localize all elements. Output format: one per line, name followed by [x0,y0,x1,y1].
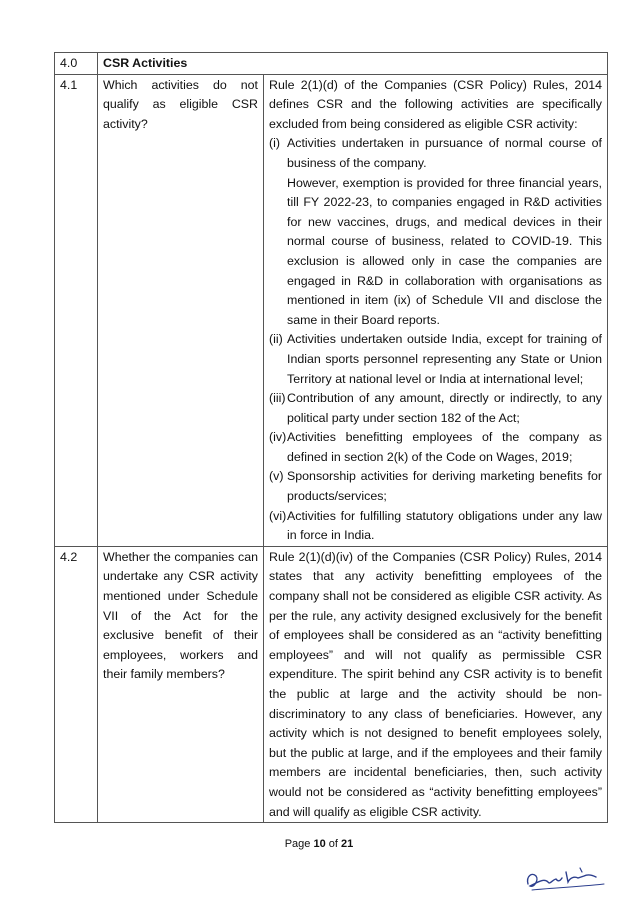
list-item-number: (vi) [269,508,287,523]
row-number: 4.2 [55,546,98,822]
excluded-activities-list [269,134,602,545]
list-item-text: Contribution of any amount, directly or indirectly, to any political party under section 182 of the Act; [287,391,602,425]
list-item [269,467,602,506]
page-label: Page [284,838,311,850]
question-cell: Whether the companies can undertake any CSR activity mentioned under Schedule VII of the Act for the exclusive benefit of their employees, workers and their family members? [98,546,264,822]
list-item-number: (iv) [269,430,287,445]
page-of-label: of [328,838,338,850]
list-item-number: (i) [269,136,281,151]
table-row [55,74,608,546]
list-item-number: (v) [269,469,284,484]
list-item-text: Activities undertaken in pursuance of normal course of business of the company. [287,136,602,170]
list-item-text: Activities for fulfilling statutory obligations under any law in force in India. [287,508,602,543]
list-item-text: Sponsorship activities for deriving marketing benefits for products/services; [287,469,602,504]
list-item [269,330,602,389]
list-item-text: Activities benefitting employees of the company as defined in section 2(k) of the Code on Wages, 2019; [287,430,602,464]
question-cell: Which activities do not qualify as eligible CSR activity? [98,74,264,546]
row-number: 4.1 [55,74,98,546]
list-item [269,134,602,173]
page-total: 21 [341,838,354,850]
section-number: 4.0 [55,53,98,75]
faq-table [54,52,608,823]
table-row [55,546,608,822]
signature-icon [522,862,608,896]
list-item-continuation: However, exemption is provided for three financial years, till FY 2022-23, to companies engaged in R&D activities for new vaccines, drugs, and medical devices in their normal course of business, related to COVID-19. This exclusion is allowed only in case the companies are engaged in R&D in collaboration with organisations as mentioned in item (ix) of Schedule VII and disclose the same in their Board reports. [287,175,602,327]
list-item [269,507,602,546]
list-item-text: Activities undertaken outside India, except for training of Indian sports personnel representing any State or Union Territory at national level or India at international level; [287,332,602,386]
list-item [269,428,602,467]
page-footer [0,838,638,850]
list-item-number: (ii) [269,332,283,347]
section-title: CSR Activities [98,53,608,75]
answer-intro: Rule 2(1)(d) of the Companies (CSR Policy) Rules, 2014 defines CSR and the following activities are specifically excluded from being considered as eligible CSR activity: [269,77,602,131]
answer-cell: Rule 2(1)(d)(iv) of the Companies (CSR Policy) Rules, 2014 states that any activity benefitting employees of the company shall not be considered as eligible CSR activity. As per the rule, any activity designed exclusively for the benefit of employees shall be considered as an “activity benefitting employees” and will not qualify as permissible CSR expenditure. The spirit behind any CSR activity is to benefit the public at large and the activity should be non-discriminatory to any class of beneficiaries. However, any activity which is not designed to benefit employees solely, but the public at large, and if the employees and their family members are incidental beneficiaries, then, such activity would not be considered as “activity benefitting employees” and will qualify as eligible CSR activity. [264,546,608,822]
section-header-row [55,53,608,75]
answer-cell [264,74,608,546]
list-item [269,389,602,428]
list-item-number: (iii) [269,391,286,406]
page-current: 10 [313,838,326,850]
